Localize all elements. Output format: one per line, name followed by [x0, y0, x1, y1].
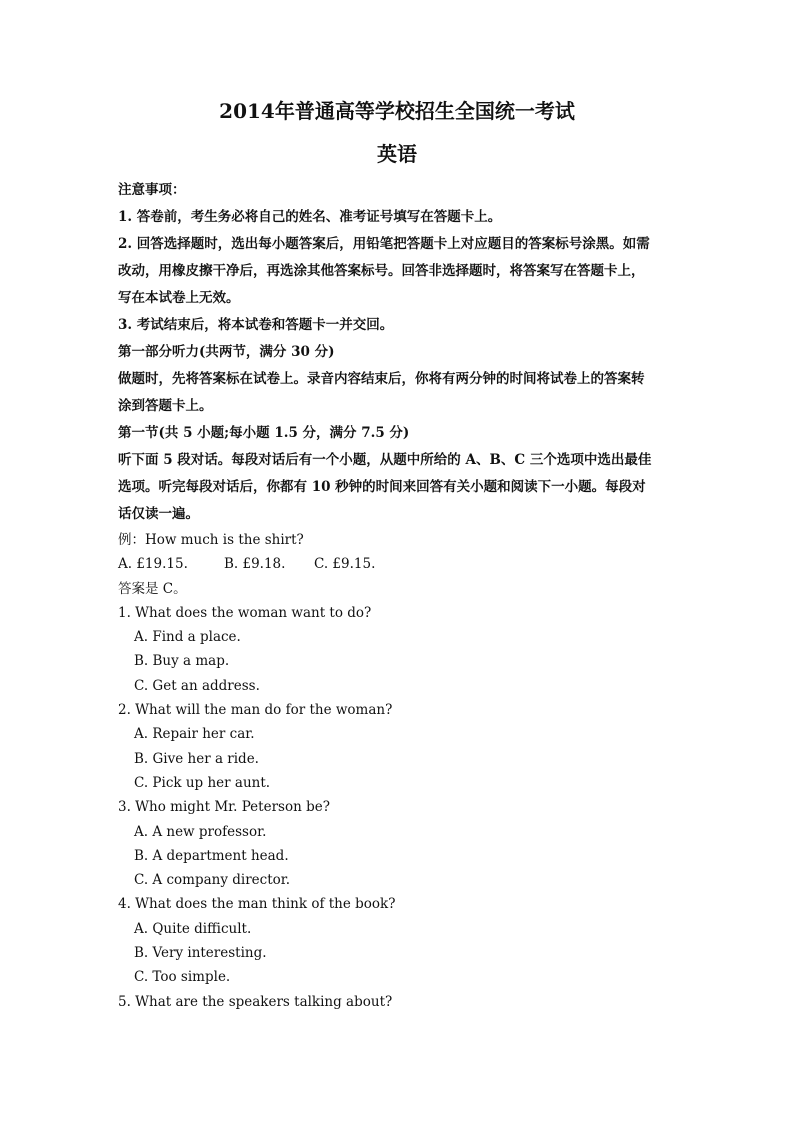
question-option: C. Too simple.: [134, 969, 231, 986]
notice-line: 写在本试卷上无效。: [118, 290, 240, 306]
page-title: 2014年普通高等学校招生全国统一考试: [219, 99, 575, 123]
question-option: C. Pick up her aunt.: [134, 774, 271, 791]
notice-line: 改动，用橡皮擦干净后，再选涂其他答案标号。回答非选择题时，将答案写在答题卡上，: [118, 263, 645, 279]
exam-body: [118, 177, 678, 1014]
section1-heading: 第一节(共 5 小题;每小题 1.5 分，满分 7.5 分): [118, 425, 410, 441]
question-option: C. Get an address.: [134, 677, 260, 694]
example-options: [118, 552, 678, 576]
question-option: A. Repair her car.: [134, 726, 255, 743]
question-option: A. A new professor.: [134, 823, 267, 840]
question-option: A. Quite difficult.: [134, 920, 252, 937]
example-option: A. £19.15.: [118, 556, 188, 573]
part1-heading: 第一部分听力(共两节，满分 30 分): [118, 344, 335, 360]
example-answer: 答案是 C。: [118, 580, 187, 597]
question-4: 4. What does the man think of the book?: [118, 896, 396, 913]
example-option: B. £9.18.: [224, 556, 286, 573]
question-option: C. A company director.: [134, 872, 291, 889]
question-option: B. Very interesting.: [134, 945, 267, 962]
question-option: B. Give her a ride.: [134, 750, 259, 767]
example-question: 例：How much is the shirt?: [118, 532, 304, 548]
notice-line: 2. 回答选择题时，选出每小题答案后，用铅笔把答题卡上对应题目的答案标号涂黑。如需: [118, 236, 650, 252]
question-1: 1. What does the woman want to do?: [118, 604, 372, 621]
part1-instruction: 涂到答题卡上。: [118, 398, 213, 414]
question-5: 5. What are the speakers talking about?: [118, 993, 393, 1010]
question-3: 3. Who might Mr. Peterson be?: [118, 799, 330, 816]
notice-line: 3. 考试结束后，将本试卷和答题卡一并交回。: [118, 317, 394, 333]
example-option: C. £9.15.: [314, 556, 376, 573]
question-option: B. A department head.: [134, 847, 289, 864]
notice-heading: 注意事项：: [118, 182, 186, 198]
section1-instruction: 听下面 5 段对话。每段对话后有一个小题，从题中所给的 A、B、C 三个选项中选出最佳: [118, 452, 652, 468]
question-option: A. Find a place.: [134, 629, 241, 646]
question-2: 2. What will the man do for the woman?: [118, 702, 393, 719]
subject-title: 英语: [377, 142, 417, 166]
section1-instruction: 选项。听完每段对话后，你都有 10 秒钟的时间来回答有关小题和阅读下一小题。每段对: [118, 479, 646, 495]
section1-instruction: 话仅读一遍。: [118, 506, 199, 522]
notice-line: 1. 答卷前，考生务必将自己的姓名、准考证号填写在答题卡上。: [118, 209, 502, 225]
part1-instruction: 做题时，先将答案标在试卷上。录音内容结束后，你将有两分钟的时间将试卷上的答案转: [118, 371, 645, 387]
question-option: B. Buy a map.: [134, 653, 230, 670]
